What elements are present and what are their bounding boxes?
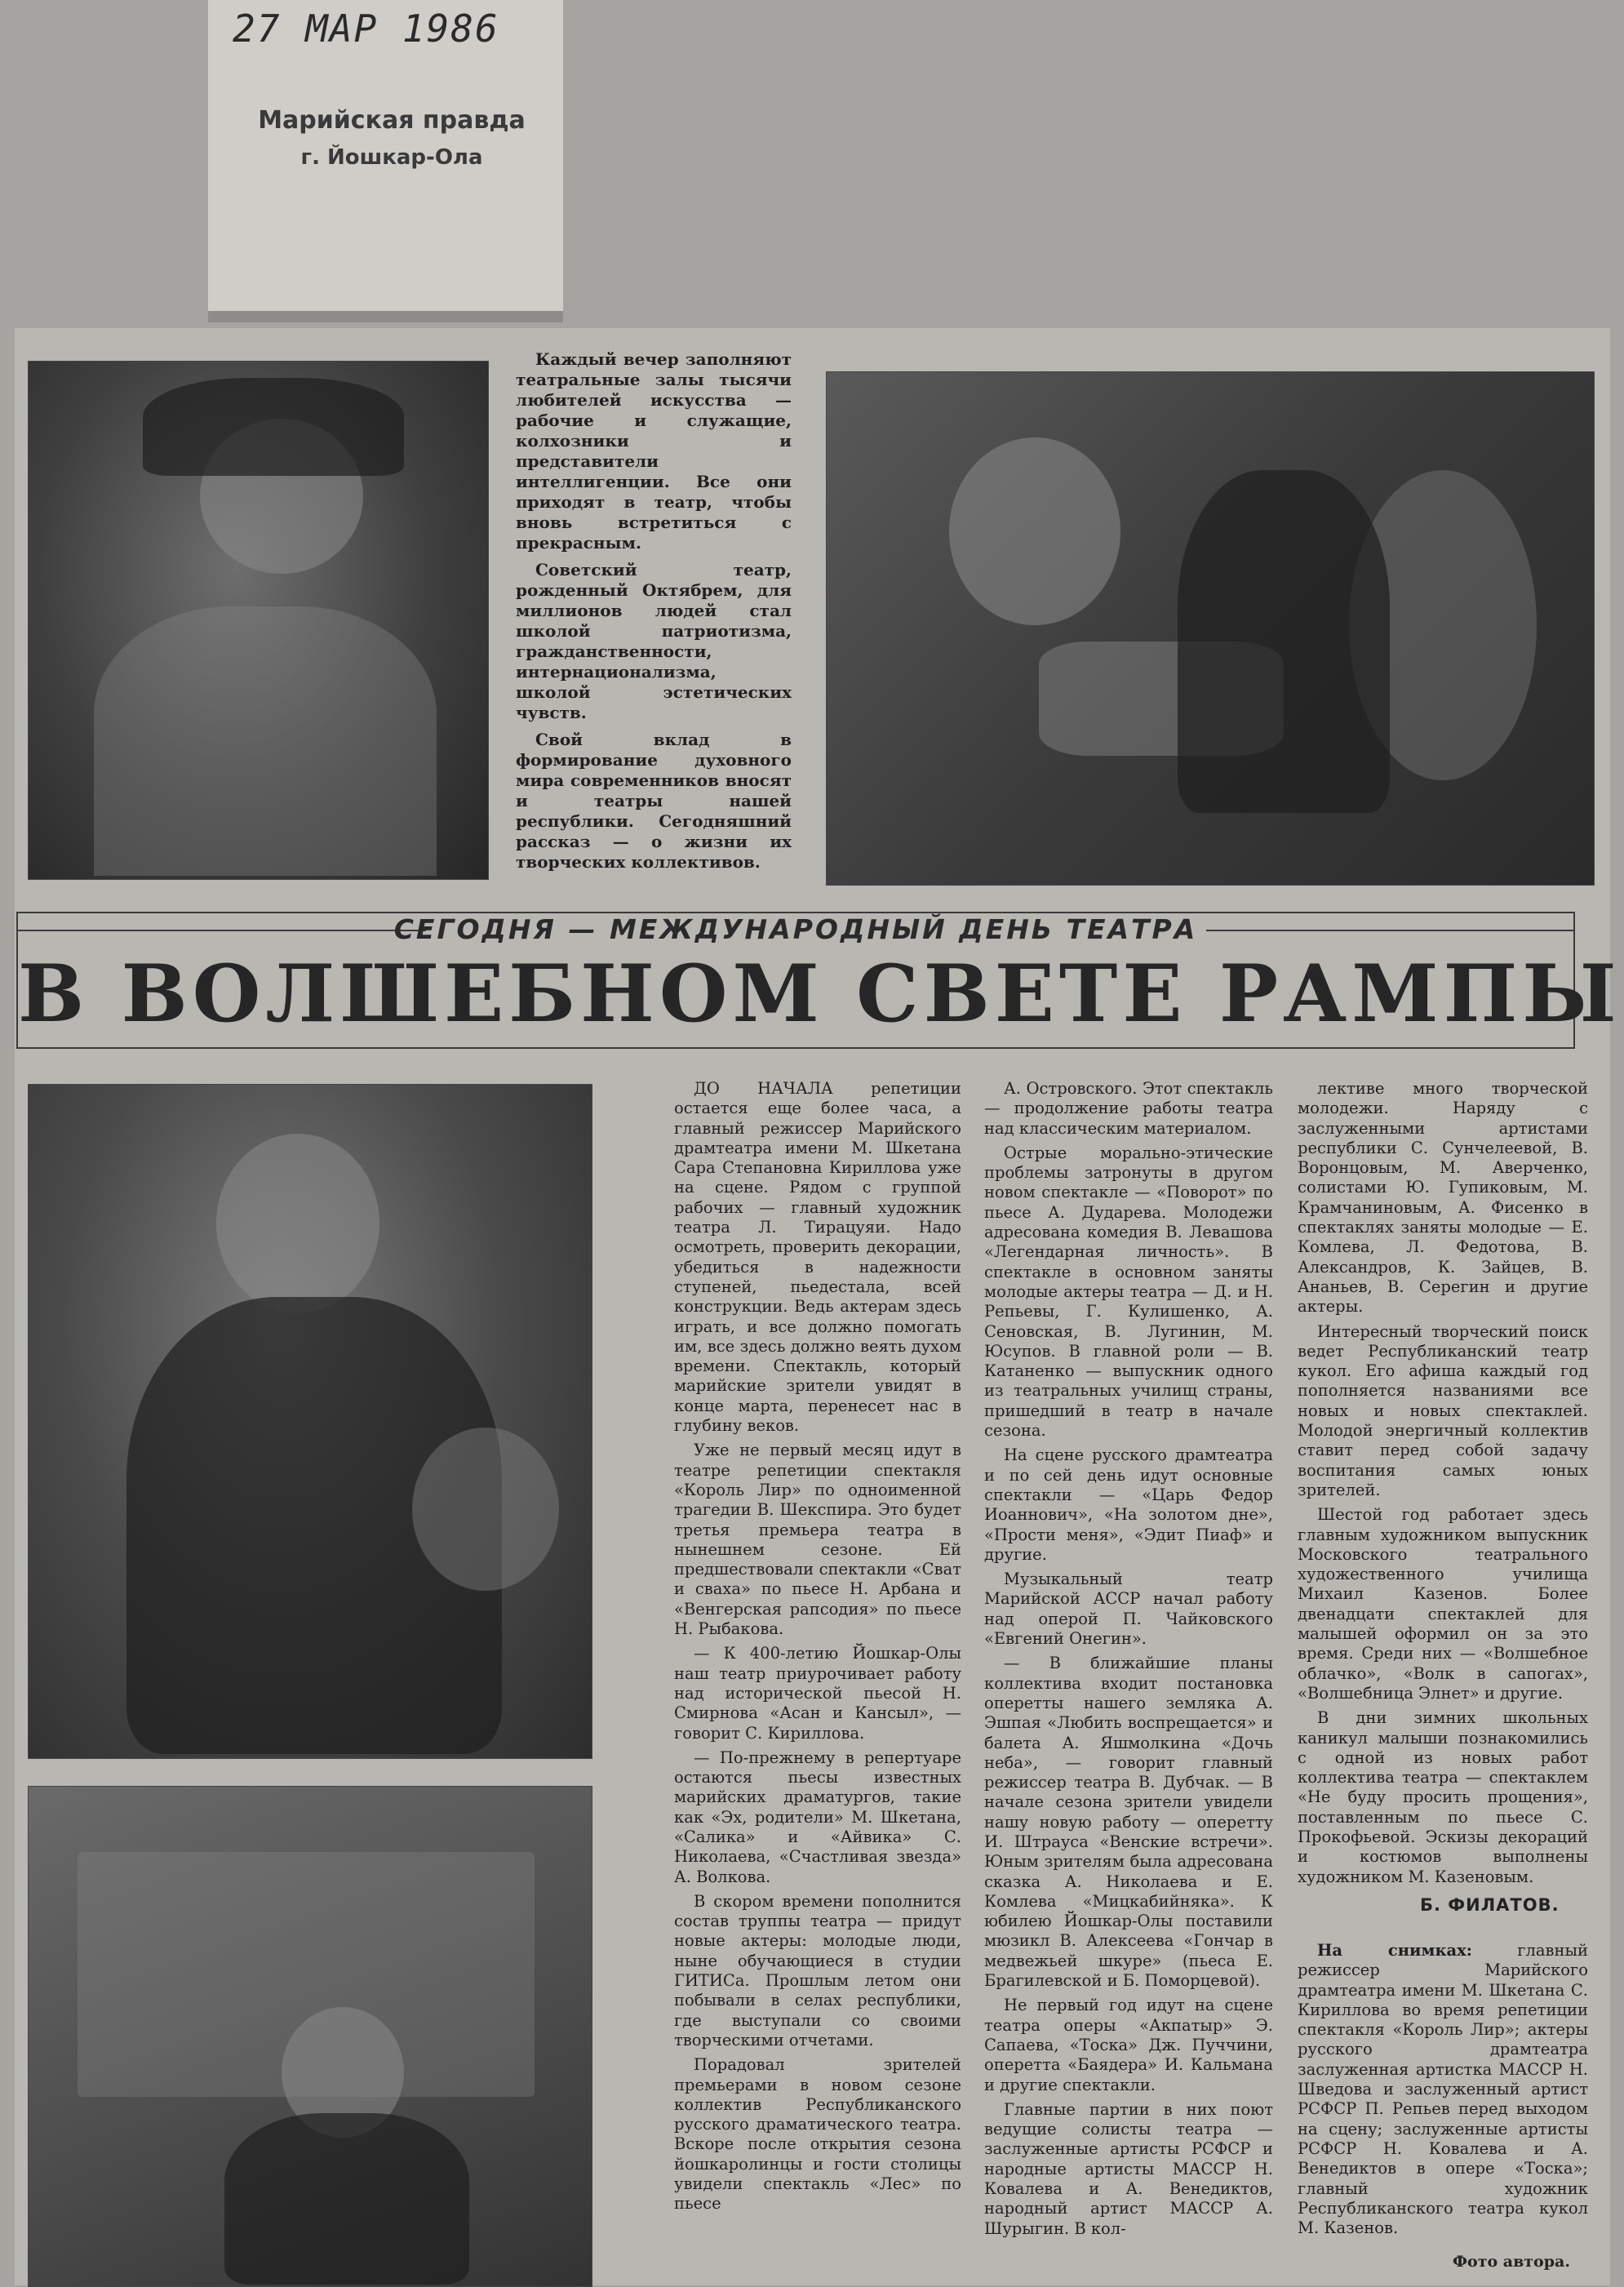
photo-puppet-artist <box>28 1786 592 2287</box>
clipping-label <box>208 0 563 322</box>
article-paragraph: В дни зимних школьных каникул малыши познакомились с одной из новых работ коллектива театра — спектаклем «Не буду просить прощения», поставленным по пьесе С. Прокофьевой. Эскизы декораций и костюмов выполнены художником М. Казеновым. <box>1298 1708 1588 1886</box>
article-paragraph: Уже не первый месяц идут в театре репетиции спектакля «Король Лир» по одноименной трагедии В. Шекспира. Это будет третья премьера театра в нынешнем сезоне. Ей предшествовали спектакли «Сват и сваха» по пьесе Н. Арбана и «Венгерская рапсодия» по пьесе Н. Рыбакова. <box>674 1441 961 1639</box>
article-column-3 <box>1298 1079 1588 1892</box>
photo-credit: Фото автора. <box>1453 2253 1570 2271</box>
article-paragraph: — По-прежнему в репертуаре остаются пьесы известных марийских драматургов, такие как «Эх, родители» М. Шкетана, «Салика» и «Айвика» С. Николаева, «Счастливая звезда» А. Волкова. <box>674 1747 961 1886</box>
article-paragraph: В скором времени пополнится состав труппы театра — придут новые актеры: молодые люди, ныне обучающиеся в студии ГИТИСа. Прошлым летом они побывали в селах республики, где выступали со своими творческими отчетами. <box>674 1891 961 2049</box>
photo-captions <box>1298 1941 1588 2243</box>
article-paragraph: На сцене русского драмтеатра и по сей день идут основные спектакли — «Царь Федор Иоаннович», «На золотом дне», «Прости меня», «Эдит Пиаф» и другие. <box>984 1445 1273 1564</box>
photo-director-portrait <box>28 361 489 880</box>
article-column-1 <box>674 1079 961 2219</box>
date-stamp: 27 МАР 1986 <box>233 7 499 51</box>
kicker: СЕГОДНЯ — МЕЖДУНАРОДНЫЙ ДЕНЬ ТЕАТРА <box>393 913 1198 945</box>
article-paragraph: Интересный творческий поиск ведет Республиканский театр кукол. Его афиша каждый год пополняется названиями все новых и новых спектаклей. Молодой энергичный коллектив ставит перед собой задачу воспитания самых юных зрителей. <box>1298 1321 1588 1499</box>
captions-text: главный режиссер Марийского драмтеатра имени М. Шкетана С. Кириллова во время репетиции спектакля «Король Лир»; актеры русского драмтеатра заслуженная артистка МАССР Н. Шведова и заслуженный артист РСФСР П. Репьев перед выходом на сцену; заслуженные артисты РСФСР Н. Ковалева и А. Венедиктов в опере «Тоска»; главный художник Республиканского театра кукол М. Казенов. <box>1298 1941 1588 2238</box>
article-column-2 <box>984 1079 1273 2244</box>
newspaper-stamp: Марийская правда <box>258 106 526 135</box>
intro-paragraph: Свой вклад в формирование духовного мира современников вносят и театры нашей республики. Сегодняшний рассказ — о жизни их творческих коллективов. <box>516 730 792 872</box>
intro-text <box>516 349 792 879</box>
author-signature: Б. ФИЛАТОВ. <box>1420 1895 1560 1915</box>
intro-paragraph: Советский театр, рожденный Октябрем, для миллионов людей стал школой патриотизма, гражданственности, интернационализма, школой эстетических чувств. <box>516 560 792 722</box>
article-paragraph: Порадовал зрителей премьерами в новом сезоне коллектив Республиканского русского драматического театра. Вскоре после открытия сезона йошкаролинцы и гости столицы увидели спектакль «Лес» по пьесе <box>674 2055 961 2214</box>
article-paragraph: Не первый год идут на сцене театра оперы «Акпатыр» Э. Сапаева, «Тоска» Дж. Пуччини, оперетта «Баядера» И. Кальмана и другие спектакли. <box>984 1996 1273 2094</box>
article-paragraph: Главные партии в них поют ведущие солисты театра — заслуженные артисты РСФСР и народные артисты МАССР Н. Ковалева и А. Венедиктов, народный артист МАССР А. Шурыгин. В кол- <box>984 2099 1273 2238</box>
article-paragraph: — В ближайшие планы коллектива входит постановка оперетты нашего земляка А. Эшпая «Любить воспрещается» и балета А. Яшмолкина «Дочь неба», — говорит главный режиссер театра В. Дубчак. — В начале сезона зрители увидели нашу новую работу — оперетту И. Штрауса «Венские встречи». Юным зрителям была адресована сказка А. Николаева и Е. Комлева «Мицкабийняка». К юбилею Йошкар-Олы поставили мюзикл В. Алексеева «Гончар в медвежьей шкуре» (пьеса Е. Брагилевской и Б. Поморцевой). <box>984 1654 1273 1991</box>
headline-block <box>16 912 1622 1049</box>
article-paragraph: Острые морально-этические проблемы затронуты в другом новом спектакле — «Поворот» по пьесе А. Дударева. Молодежи адресована комедия В. Левашова «Легендарная личность». В спектакле в основном заняты молодые актеры театра — Д. и Н. Репьевы, Г. Кулишенко, А. Сеновская, В. Лугинин, М. Юсупов. В главной роли — В. Катаненко — выпускник одного из театральных училищ страны, пришедший в театр в начале сезона. <box>984 1143 1273 1441</box>
article-paragraph: Шестой год работает здесь главным художником выпускник Московского театрального художественного училища Михаил Казенов. Более двенадцати спектаклей для малышей оформил он за это время. Среди них — «Волшебное облачко», «Волк в сапогах», «Волшебница Элнет» и другие. <box>1298 1505 1588 1703</box>
article-paragraph: Музыкальный театр Марийской АССР начал работу над оперой П. Чайковского «Евгений Онегин». <box>984 1570 1273 1649</box>
article-paragraph: — К 400-летию Йошкар-Олы наш театр приурочивает работу над исторической пьесой Н. Смирнова «Асан и Кансыл», — говорит С. Кириллова. <box>674 1644 961 1743</box>
city-stamp: г. Йошкар-Ола <box>300 145 483 170</box>
article-paragraph: ДО НАЧАЛА репетиции остается еще более часа, а главный режиссер Марийского драмтеатра имени М. Шкетана Сара Степановна Кириллова уже на сцене. Рядом с группой рабочих — главный художник театра Л. Тирацуяи. Надо осмотреть, проверить декорации, убедиться в надежности ступеней, пьедестала, всей конструкции. Ведь актерам здесь играть, и все должно помогать им, все здесь должно веять духом времени. Спектакль, который марийские зрители увидят в конце марта, перенесет нас в глубину веков. <box>674 1079 961 1436</box>
captions-label: На снимках: <box>1317 1941 1472 1960</box>
captions-paragraph <box>1298 1941 1588 2238</box>
article-paragraph: лективе много творческой молодежи. Наряду с заслуженными артистами республики С. Сунчелеевой, В. Воронцовым, М. Аверченко, солистами Ю. Гупиковым, М. Крамчаниновым, А. Фисенко в спектаклях заняты молодые — Е. Комлева, Л. Федотова, В. Александров, К. Зайцев, В. Ананьев, В. Серегин и другие актеры. <box>1298 1079 1588 1317</box>
photo-actors-dressing-room <box>826 371 1595 886</box>
intro-paragraph: Каждый вечер заполняют театральные залы тысячи любителей искусства — рабочие и служащие, колхозники и представители интеллигенции. Все они приходят в театр, чтобы вновь встретиться с прекрасным. <box>516 349 792 553</box>
photo-actors-costume <box>28 1084 592 1759</box>
headline: В ВОЛШЕБНОМ СВЕТЕ РАМПЫ <box>18 948 1622 1040</box>
article-paragraph: А. Островского. Этот спектакль — продолжение работы театра над классическим материалом. <box>984 1079 1273 1138</box>
